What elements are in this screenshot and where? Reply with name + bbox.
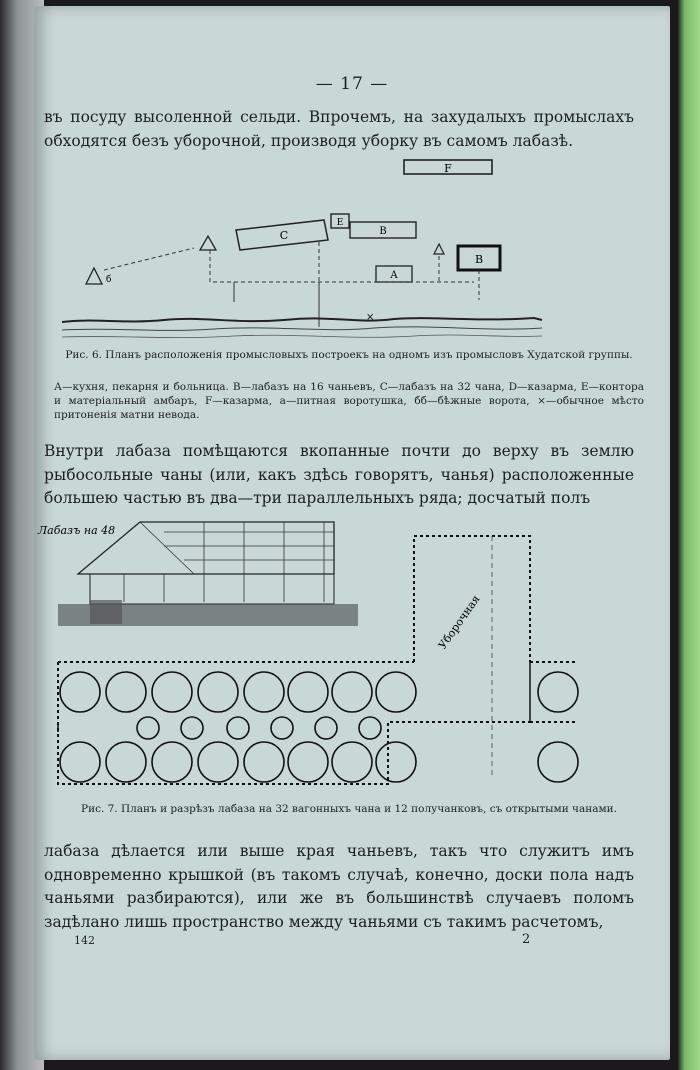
- label-C: C: [279, 229, 289, 242]
- signature-mark: 2: [522, 932, 531, 947]
- figure-7-warehouse-plan: [34, 512, 670, 796]
- handwritten-note: Лабазъ на 48: [38, 524, 116, 537]
- figure-7-caption: Рис. 7. Планъ и разрѣзъ лабаза на 32 вагонныхъ чана и 12 получанковъ, съ открытыми чанами.: [81, 803, 617, 815]
- aisle-label: Уборочная: [435, 592, 483, 652]
- figure-6-caption: Рис. 6. Планъ расположенія промысловыхъ построекъ на одномъ изъ промысловъ Худатской группы.: [65, 349, 633, 361]
- figure-6-site-plan: [34, 152, 670, 342]
- label-B: B: [474, 253, 484, 266]
- paragraph-top: въ посуду высоленной сельди. Впрочемъ, на захудалыхъ промыслахъ обходятся безъ уборочной, производя уборку въ самомъ лабазѣ.: [44, 108, 634, 150]
- label-b-left: б: [106, 275, 112, 285]
- page-number: — 17 —: [315, 74, 389, 94]
- figure-6-legend: А—кухня, пекарня и больница. В—лабазъ на 16 чаньевъ, С—лабазъ на 32 чана, D—казарма, Е—контора и матеріальный амбаръ, F—казарма, a—питная воротушка, бб—бѣжные ворота, ×—обычное мѣсто притоненія матни невода.: [54, 381, 644, 421]
- label-F: F: [444, 162, 452, 175]
- book-cover-edge: [678, 0, 700, 1070]
- svg-text:B: B: [379, 226, 387, 237]
- signature-number: 142: [74, 934, 95, 947]
- book-page: [34, 6, 670, 1060]
- label-E: E: [336, 218, 344, 228]
- paragraph-middle: Внутри лабаза помѣщаются вкопанные почти до верху въ землю рыбосольные чаны (или, какъ здѣсь говорятъ, чанья) расположенные большею частью въ два—три параллельныхъ ряда; досчатый полъ: [44, 442, 634, 507]
- paragraph-bottom: лабаза дѣлается или выше края чаньевъ, такъ что служитъ имъ одновременно крышкой (въ такомъ случаѣ, конечно, доски пола надъ чаньями разбираются), или же въ большинствѣ случаевъ поломъ задѣлано лишь пространство между чаньями съ такимъ расчетомъ,: [44, 842, 634, 931]
- svg-text:×: ×: [366, 312, 375, 323]
- label-A: A: [390, 270, 398, 281]
